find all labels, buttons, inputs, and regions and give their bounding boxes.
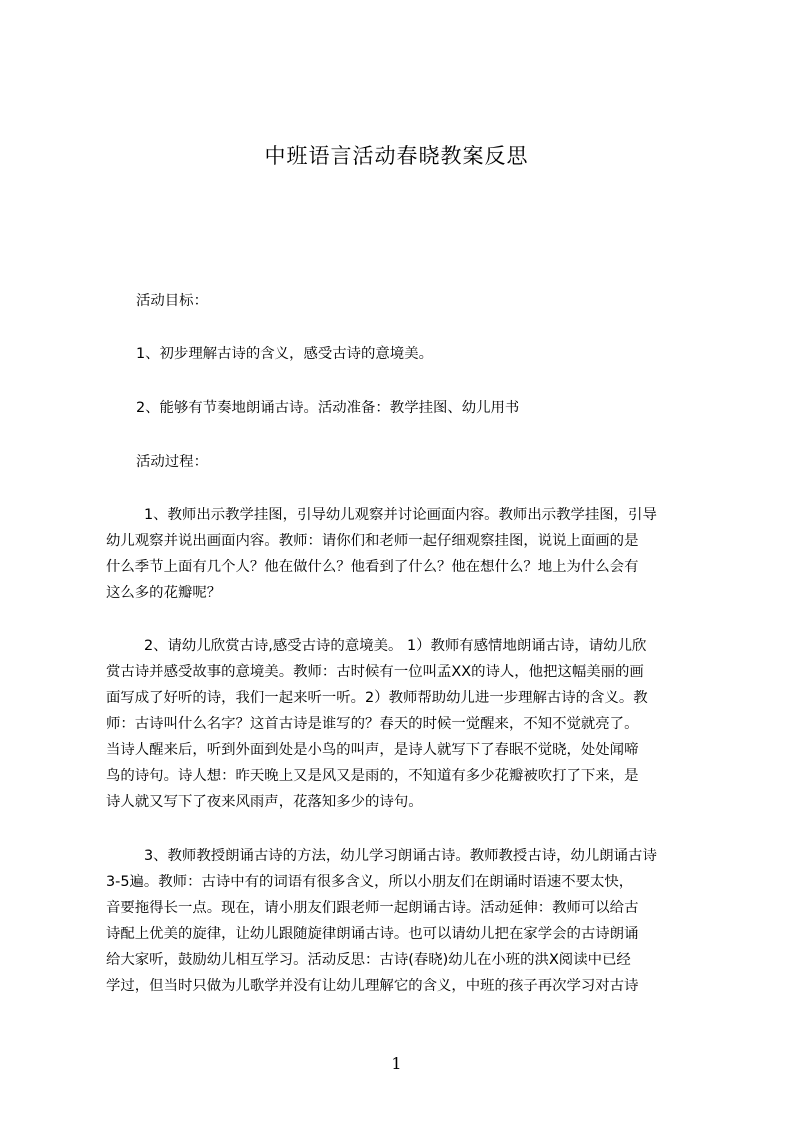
paragraph-line: 给大家听，鼓励幼儿相互学习。活动反思：古诗(春晓)幼儿在小班的洪X阅读中已经	[106, 952, 631, 968]
paragraph-line: 幼儿观察并说出画面内容。教师：请你们和老师一起仔细观察挂图，说说上面画的是	[106, 533, 639, 549]
process-heading: 活动过程：	[136, 454, 208, 470]
paragraph-line: 师：古诗叫什么名字？这首古诗是谁写的？春天的时候一觉醒来，不知不觉就亮了。	[106, 716, 639, 732]
paragraph-line: 诗配上优美的旋律，让幼儿跟随旋律朗诵古诗。也可以请幼儿把在家学会的古诗朗诵	[106, 926, 639, 942]
paragraph-line: 赏古诗并感受故事的意境美。教师：古时候有一位叫孟XX的诗人，他把这幅美丽的画	[106, 664, 644, 680]
paragraph-line: 诗人就又写下了夜来风雨声，花落知多少的诗句。	[106, 794, 423, 810]
paragraph-line: 面写成了好听的诗，我们一起来听一听。2）教师帮助幼儿进一步理解古诗的含义。教	[106, 690, 648, 706]
paragraph-line: 2、请幼儿欣赏古诗,感受古诗的意境美。 1）教师有感情地朗诵古诗，请幼儿欣	[144, 638, 647, 654]
document-title: 中班语言活动春晓教案反思	[264, 144, 529, 168]
paragraph-line: 当诗人醒来后，听到外面到处是小鸟的叫声，是诗人就写下了春眠不觉晓，处处闻啼	[106, 742, 639, 758]
paragraph-line: 学过，但当时只做为儿歌学并没有让幼儿理解它的含义，中班的孩子再次学习对古诗	[106, 978, 639, 994]
paragraph-line: 音要拖得长一点。现在，请小朋友们跟老师一起朗诵古诗。活动延伸：教师可以给古	[106, 900, 639, 916]
paragraph-line: 3、教师教授朗诵古诗的方法，幼儿学习朗诵古诗。教师教授古诗，幼儿朗诵古诗	[144, 848, 657, 864]
goal-item-2: 2、能够有节奏地朗诵古诗。活动准备：教学挂图、幼儿用书	[136, 400, 520, 416]
paragraph-line: 1、教师出示教学挂图，引导幼儿观察并讨论画面内容。教师出示教学挂图，引导	[144, 507, 657, 523]
paragraph-line: 什么季节上面有几个人？他在做什么？他看到了什么？他在想什么？地上为什么会有	[106, 559, 639, 575]
goals-heading: 活动目标：	[136, 293, 208, 309]
goal-item-1: 1、初步理解古诗的含义，感受古诗的意境美。	[136, 346, 433, 362]
paragraph-line: 这么多的花瓣呢？	[106, 585, 222, 601]
paragraph-line: 鸟的诗句。诗人想：昨天晚上又是风又是雨的，不知道有多少花瓣被吹打了下来，是	[106, 768, 639, 784]
page-number: 1	[391, 1054, 402, 1073]
paragraph-line: 3-5遍。教师：古诗中有的词语有很多含义，所以小朋友们在朗诵时语速不要太快，	[106, 874, 634, 890]
